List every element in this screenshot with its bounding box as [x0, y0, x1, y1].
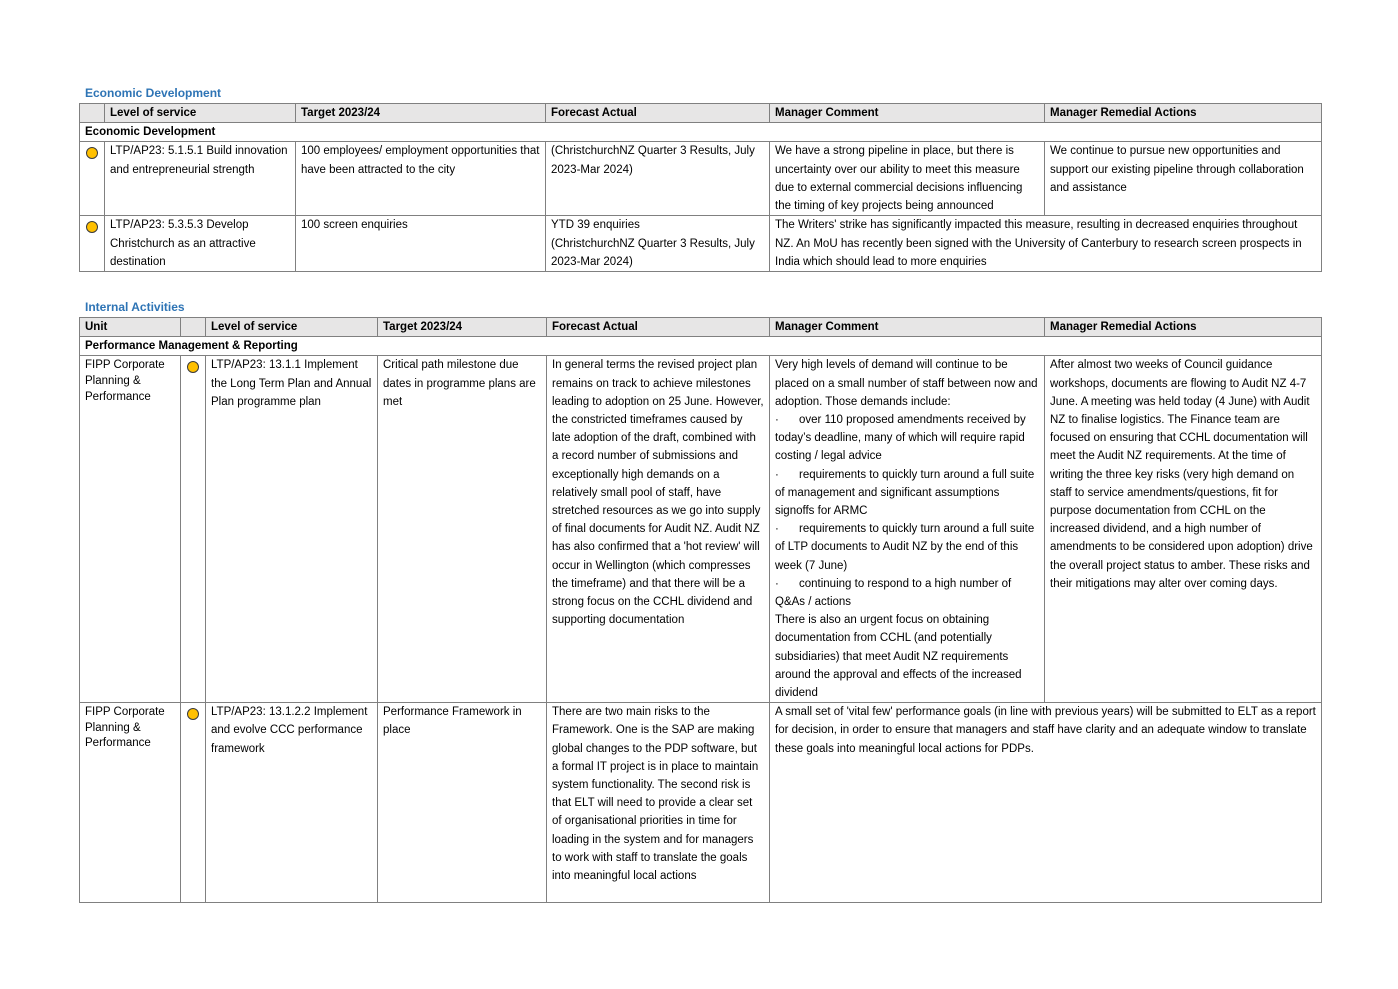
comment-cell: The Writers' strike has significantly impacted this measure, resulting in decreased enquiries throughout NZ. An MoU has recently been signed with the University of Canterbury to research screen prospects in India which should lead to more enquiries [770, 216, 1322, 272]
forecast-cell [546, 216, 770, 272]
status-amber-icon [86, 221, 98, 233]
forecast-line: YTD 39 enquiries [551, 219, 640, 232]
header-manager-remedial-actions: Manager Remedial Actions [1045, 318, 1322, 337]
comment-bullet: · over 110 proposed amendments received by today’s deadline, many of which will require rapid costing / legal advice [775, 414, 1026, 463]
economic-table [79, 103, 1322, 272]
status-amber-icon [187, 361, 199, 373]
comment-bullet: · requirements to quickly turn around a full suite of LTP documents to Audit NZ by the end of this week (7 June) [775, 523, 1035, 572]
comment-outro: There is also an urgent focus on obtaining documentation from CCHL (and potentially subsidiaries) that meet Audit NZ requirements around the approval and effects of the increased dividend [775, 614, 1022, 700]
remedial-cell: We continue to pursue new opportunities and support our existing pipeline through collaboration and assistance [1045, 142, 1322, 216]
level-cell: LTP/AP23: 13.1.1 Implement the Long Term Plan and Annual Plan programme plan [206, 356, 378, 703]
status-amber-icon [187, 708, 199, 720]
group-label: Performance Management & Reporting [80, 337, 1322, 356]
comment-bullet: · continuing to respond to a high number of Q&As / actions [775, 577, 1012, 609]
header-row [80, 104, 1322, 123]
unit-cell: FIPP Corporate Planning & Performance [80, 356, 181, 703]
table-row [80, 703, 1322, 903]
comment-cell [770, 356, 1045, 703]
status-cell [181, 703, 206, 903]
economic-section-title: Economic Development [85, 86, 222, 100]
header-forecast-actual: Forecast Actual [547, 318, 770, 337]
comment-intro: Very high levels of demand will continue to be placed on a small number of staff between now and adoption. Those demands include: [775, 359, 1038, 408]
table-row [80, 356, 1322, 703]
forecast-line: (ChristchurchNZ Quarter 3 Results, July 2023-Mar 2024) [551, 237, 755, 268]
header-status [181, 318, 206, 337]
group-row [80, 337, 1322, 356]
status-cell [80, 216, 105, 272]
target-cell: Performance Framework in place [378, 703, 547, 903]
level-cell: LTP/AP23: 5.3.5.3 Develop Christchurch as an attractive destination [105, 216, 296, 272]
forecast-cell: (ChristchurchNZ Quarter 3 Results, July 2023-Mar 2024) [546, 142, 770, 216]
header-row [80, 318, 1322, 337]
header-manager-comment: Manager Comment [770, 318, 1045, 337]
remedial-cell: After almost two weeks of Council guidance workshops, documents are flowing to Audit NZ 4-7 June. A meeting was held today (4 June) with Audit NZ to finalise logistics. The Finance team are focused on ensuring that CCHL documentation will meet the Audit NZ requirements. At the time of writing the three key risks (very high demand on staff to service amendments/questions, fit for purpose documentation from CCHL on the increased dividend, and a high number of amendments to be considered upon adoption) drive the overall project status to amber. These risks and their mitigations may alter over coming days. [1045, 356, 1322, 703]
header-level-of-service: Level of service [105, 104, 296, 123]
internal-table [79, 317, 1322, 903]
forecast-cell: There are two main risks to the Framework. One is the SAP are making global changes to the PDP software, but a formal IT project is in place to maintain system functionality. The second risk is that ELT will need to provide a clear set of organisational priorities in time for loading in the system and for managers to work with staff to translate the goals into meaningful local actions [547, 703, 770, 903]
group-label: Economic Development [80, 123, 1322, 142]
level-cell: LTP/AP23: 5.1.5.1 Build innovation and entrepreneurial strength [105, 142, 296, 216]
comment-bullet: · requirements to quickly turn around a full suite of management and significant assumptions signoffs for ARMC [775, 468, 1035, 518]
header-level-of-service: Level of service [206, 318, 378, 337]
comment-cell: A small set of 'vital few' performance goals (in line with previous years) will be submitted to ELT as a report for decision, in order to ensure that managers and staff have clarity and an adequate window to translate these goals into meaningful local actions for PDPs. [770, 703, 1322, 903]
header-manager-comment: Manager Comment [770, 104, 1045, 123]
target-cell: 100 screen enquiries [296, 216, 546, 272]
table-row [80, 142, 1322, 216]
comment-cell: We have a strong pipeline in place, but there is uncertainty over our ability to meet this measure due to external commercial decisions influencing the timing of key projects being announced [770, 142, 1045, 216]
level-cell: LTP/AP23: 13.1.2.2 Implement and evolve CCC performance framework [206, 703, 378, 903]
header-target: Target 2023/24 [378, 318, 547, 337]
forecast-cell: In general terms the revised project plan remains on track to achieve milestones leading to adoption on 25 June. However, the constricted timeframes caused by late adoption of the draft, combined with a record number of submissions and exceptionally high demands on a relatively small pool of staff, have stretched resources as we go into supply of final documents for Audit NZ. Audit NZ has also confirmed that a 'hot review' will occur in Wellington (which compresses the timeframe) and that there will be a strong focus on the CCHL dividend and supporting documentation [547, 356, 770, 703]
internal-section-title: Internal Activities [85, 300, 185, 314]
target-cell: 100 employees/ employment opportunities that have been attracted to the city [296, 142, 546, 216]
header-target: Target 2023/24 [296, 104, 546, 123]
status-amber-icon [86, 147, 98, 159]
group-row [80, 123, 1322, 142]
status-cell [181, 356, 206, 703]
header-manager-remedial-actions: Manager Remedial Actions [1045, 104, 1322, 123]
table-row [80, 216, 1322, 272]
header-status [80, 104, 105, 123]
status-cell [80, 142, 105, 216]
header-forecast-actual: Forecast Actual [546, 104, 770, 123]
unit-cell: FIPP Corporate Planning & Performance [80, 703, 181, 903]
header-unit: Unit [80, 318, 181, 337]
target-cell: Critical path milestone due dates in programme plans are met [378, 356, 547, 703]
